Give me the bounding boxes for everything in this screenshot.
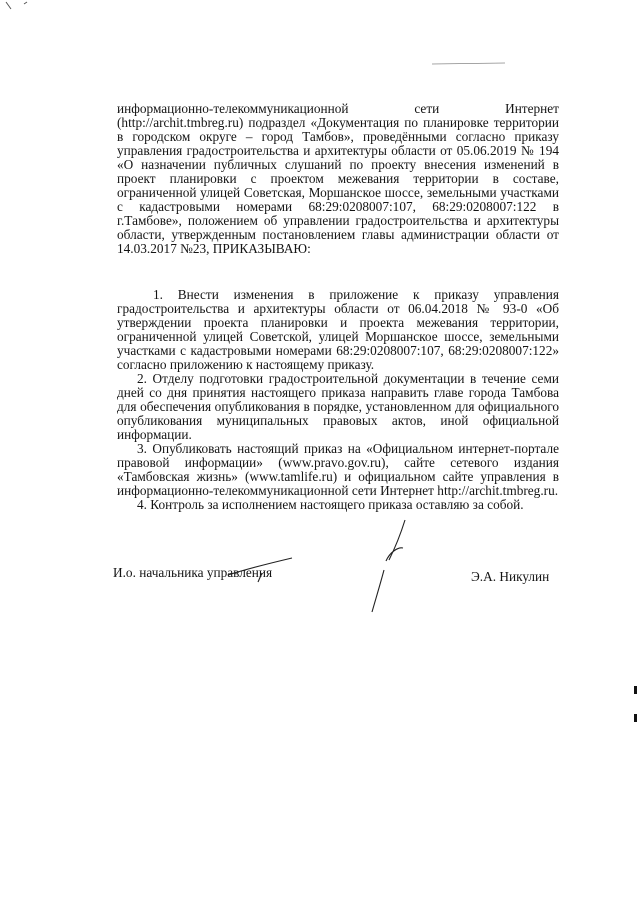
scan-line-top-right: [432, 63, 505, 64]
preamble-paragraph: информационно-телекоммуникационной сети Интернет (http://archit.tmbreg.ru) подраздел «Документация по планировке территории в городском округе – город Тамбов», проведёнными согласно приказу управления градостроительства и архитектуры области от 05.06.2019 № 194 «О назначении публичных слушаний по проекту внесения изменений в проект планировки с проектом межевания территории в составе, ограниченной улицей Советская, Моршанское шоссе, земельными участками с кадастровыми номерами 68:29:0208007:107, 68:29:0208007:122 в г.Тамбове», положением об управлении градостроительства и архитектуры области, утвержденным постановлением главы администрации области от 14.03.2017 №23, ПРИКАЗЫВАЮ:: [117, 101, 559, 256]
scan-speck-top-left: [6, 2, 27, 9]
order-item-1: 1. Внести изменения в приложение к приказу управления градостроительства и архитектуры области от 06.04.2018 № 93-0 «Об утверждении проекта планировки и проекта межевания территории, ограниченной улицей Советской, улицей Моршанское шоссе, земельными участками с кадастровыми номерами 68:29:0208007:107, 68:29:0208007:122» согласно приложению к настоящему приказу.: [117, 287, 559, 372]
order-items-block: [117, 288, 559, 512]
signatory-title: И.о. начальника управления: [113, 565, 273, 580]
signatory-name: Э.А. Никулин: [471, 569, 550, 584]
edge-mark-2: [634, 714, 637, 722]
edge-mark-1: [634, 686, 637, 694]
order-item-4: 4. Контроль за исполнением настоящего приказа оставляю за собой.: [137, 497, 524, 512]
preamble-block: [117, 102, 559, 256]
order-item-3: 3. Опубликовать настоящий приказ на «Официальном интернет-портале правовой информации» (www.pravo.gov.ru), сайте сетевого издания «Тамбовская жизнь» (www.tamlife.ru) и официальном сайте управления в информационно-телекоммуникационной сети Интернет http://archit.tmbreg.ru.: [117, 441, 559, 498]
order-item-2: 2. Отделу подготовки градостроительной документации в течение семи дней со дня принятия настоящего приказа направить главе города Тамбова для обеспечения опубликования в порядке, установленном для официального опубликования муниципальных правовых актов, иной официальной информации.: [117, 371, 559, 442]
